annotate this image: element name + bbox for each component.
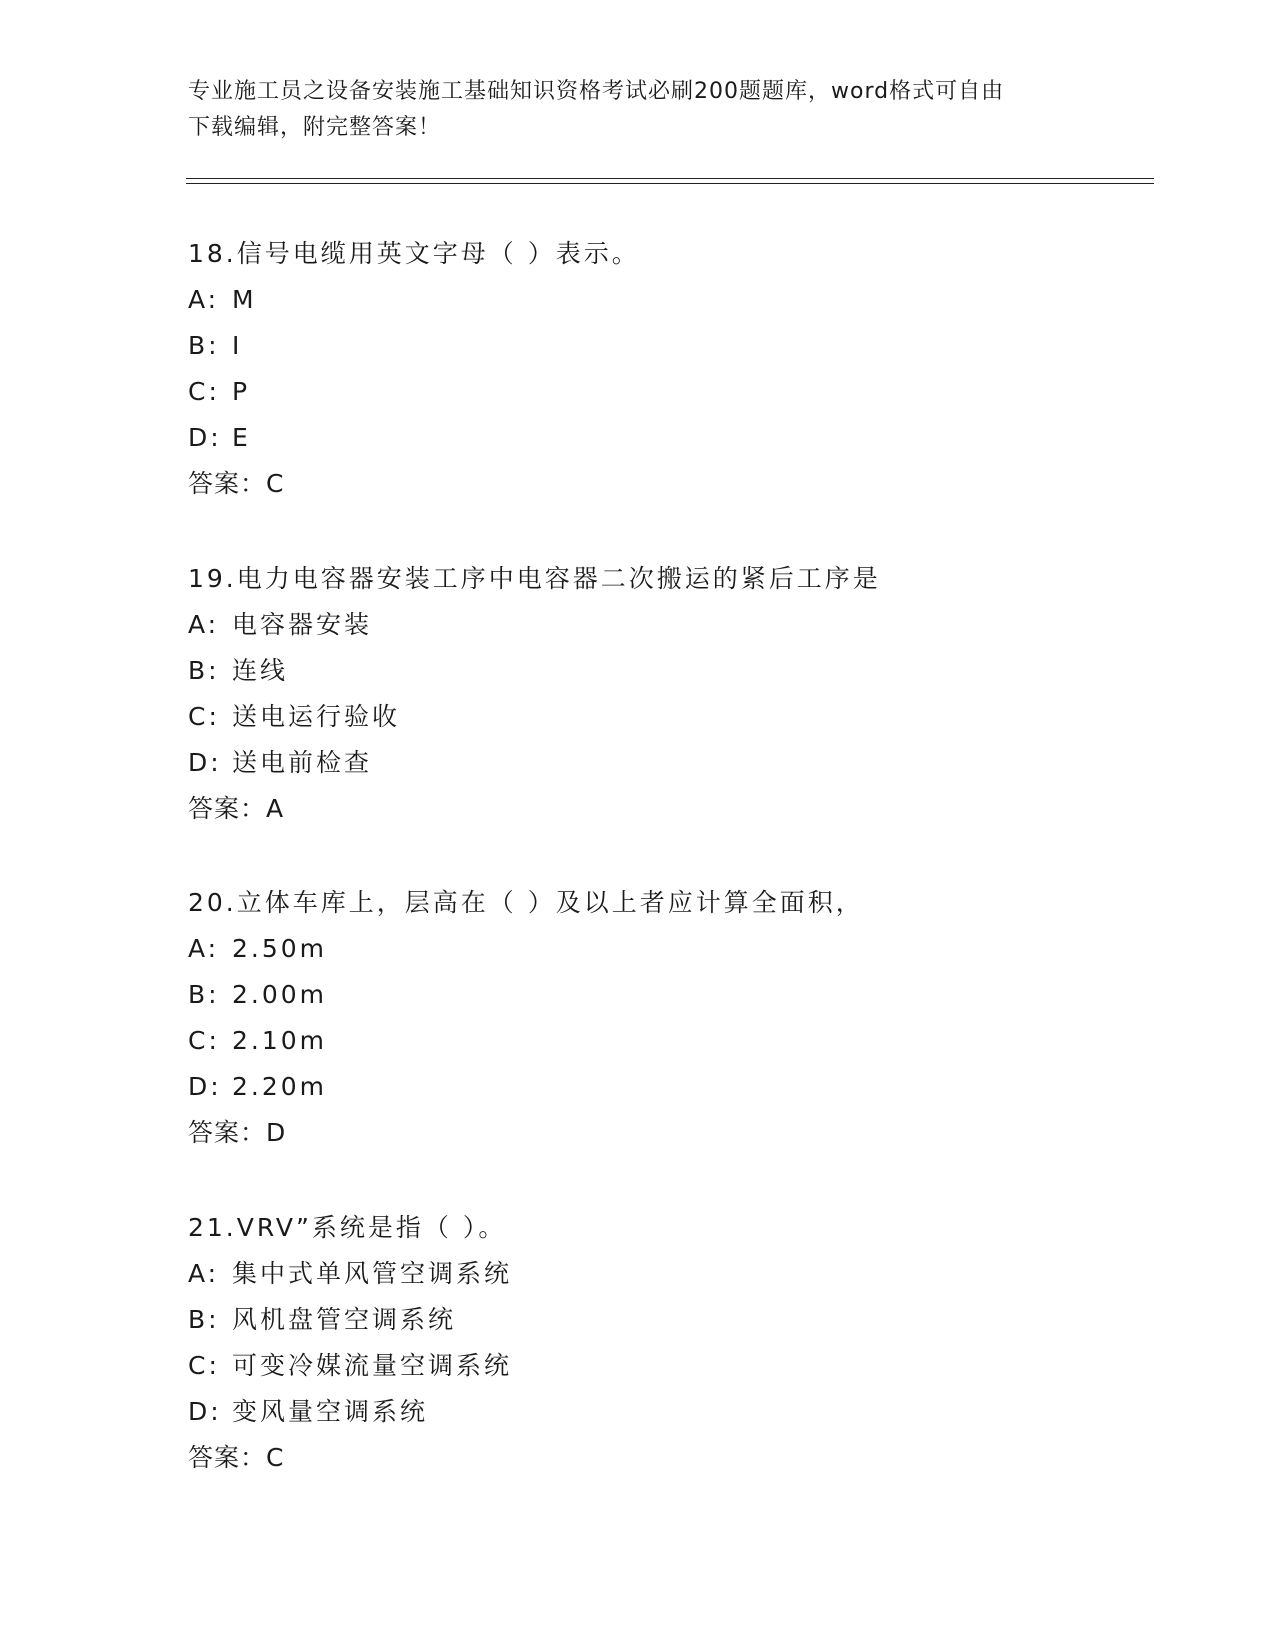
option-label: C: [188,1351,220,1380]
question-19 [188,556,1148,832]
option-text: 电容器安装 [232,610,373,639]
option-b [188,972,1148,1018]
header-divider-top [186,178,1154,179]
option-c [188,369,1148,415]
answer-line: 答案：A [188,794,285,823]
option-label: C: [188,702,220,731]
option-d [188,415,1148,461]
option-label: D: [188,748,222,777]
document-header [188,74,1088,146]
option-label: A: [188,610,220,639]
option-c [188,694,1148,740]
option-c [188,1018,1148,1064]
question-title: 20.立体车库上，层高在（ ）及以上者应计算全面积， [188,888,864,917]
option-text: 变风量空调系统 [232,1397,429,1426]
option-label: D: [188,1397,222,1426]
answer-line: 答案：D [188,1118,287,1147]
option-label: A: [188,285,220,314]
option-d [188,1064,1148,1110]
question-21 [188,1205,1148,1481]
option-d [188,740,1148,786]
option-text: E [232,423,251,452]
option-label: A: [188,934,220,963]
question-20 [188,880,1148,1156]
option-text: I [232,331,243,360]
option-text: 2.00m [232,980,328,1009]
option-a [188,1251,1148,1297]
option-label: B: [188,1305,220,1334]
header-line-2: 下载编辑，附完整答案！ [188,115,442,140]
option-b [188,648,1148,694]
question-title: 19.电力电容器安装工序中电容器二次搬运的紧后工序是 [188,564,881,593]
option-label: C: [188,377,220,406]
question-18 [188,231,1148,507]
option-c [188,1343,1148,1389]
option-text: 送电前检查 [232,748,373,777]
option-text: 送电运行验收 [232,702,401,731]
option-b [188,1297,1148,1343]
option-a [188,602,1148,648]
answer-line: 答案：C [188,469,285,498]
option-text: 2.50m [232,934,328,963]
question-title: 21.VRV”系统是指（ ）。 [188,1213,507,1242]
option-text: 2.20m [232,1072,328,1101]
option-a [188,926,1148,972]
question-title: 18.信号电缆用英文字母（ ）表示。 [188,239,640,268]
option-text: M [232,285,257,314]
option-label: B: [188,980,220,1009]
option-label: B: [188,331,220,360]
option-d [188,1389,1148,1435]
option-text: 连线 [232,656,289,685]
option-label: D: [188,423,222,452]
option-text: 可变冷媒流量空调系统 [232,1351,513,1380]
option-a [188,277,1148,323]
option-label: B: [188,656,220,685]
option-label: A: [188,1259,220,1288]
option-label: D: [188,1072,222,1101]
header-divider-bottom [186,183,1154,184]
option-text: P [232,377,251,406]
answer-line: 答案：C [188,1443,285,1472]
option-text: 集中式单风管空调系统 [232,1259,513,1288]
header-line-1: 专业施工员之设备安装施工基础知识资格考试必刷200题题库，word格式可自由 [188,79,1005,104]
option-label: C: [188,1026,220,1055]
option-b [188,323,1148,369]
option-text: 风机盘管空调系统 [232,1305,457,1334]
option-text: 2.10m [232,1026,328,1055]
